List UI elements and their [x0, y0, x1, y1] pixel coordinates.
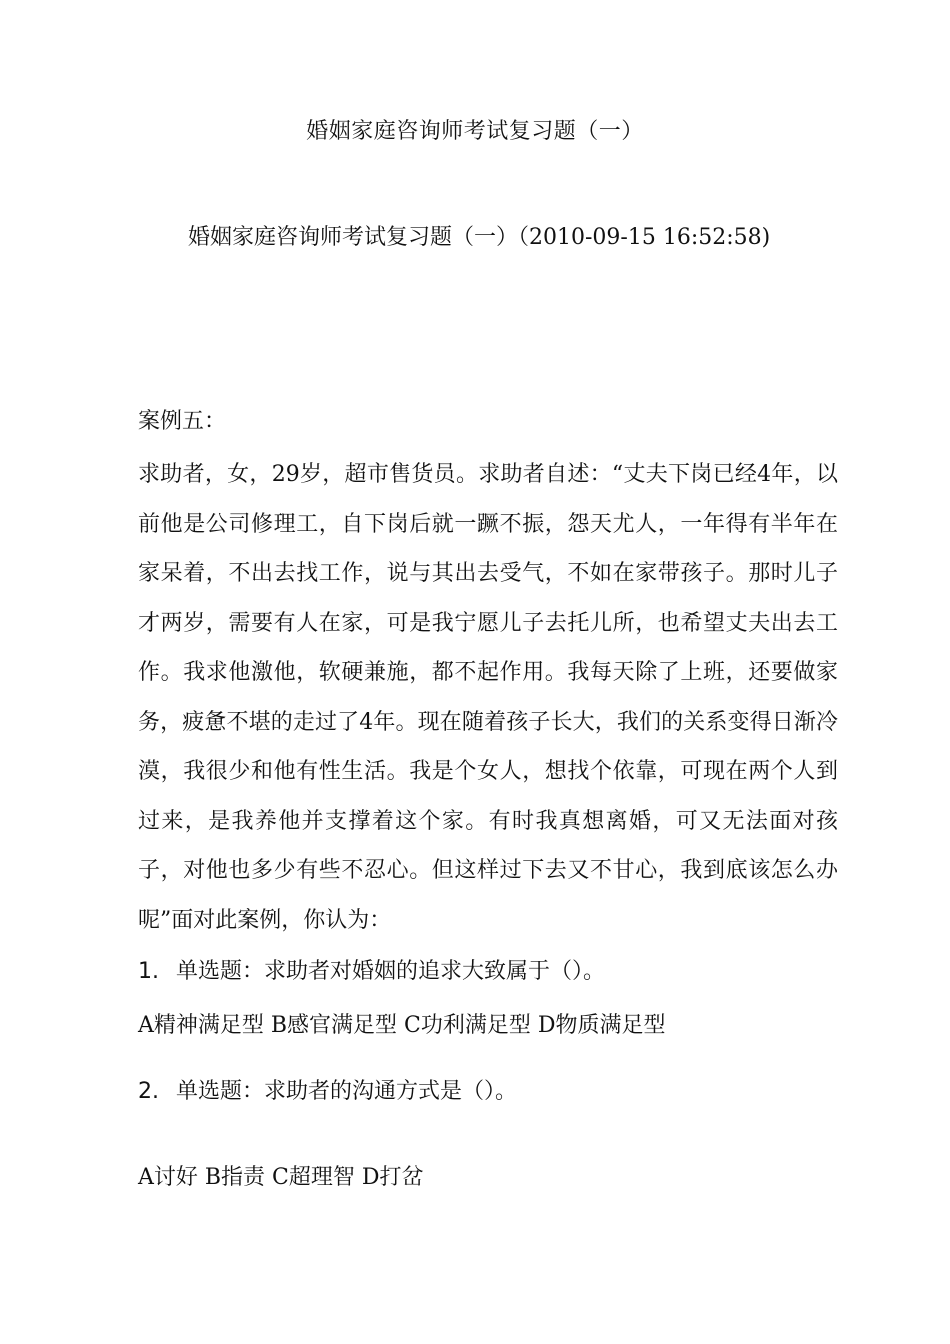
document-subtitle: 婚姻家庭咨询师考试复习题（一）（2010-09-15 16:52:58)	[188, 225, 771, 250]
case-description: 求助者，女，29岁，超市售货员。求助者自述：“丈夫下岗已经4年，以前他是公司修理工，自下岗后就一蹶不振，怨天尤人，一年得有半年在家呆着，不出去找工作，说与其出去受气，不如在家带孩子。那时儿子才两岁，需要有人在家，可是我宁愿儿子去托儿所，也希望丈夫出去工作。我求他激他，软硬兼施，都不起作用。我每天除了上班，还要做家务，疲惫不堪的走过了4年。现在随着孩子长大，我们的关系变得日渐冷漠，我很少和他有性生活。我是个女人，想找个依靠，可现在两个人到过来，是我养他并支撑着这个家。有时我真想离婚，可又无法面对孩子，对他也多少有些不忍心。但这样过下去又不甘心，我到底该怎么办呢”面对此案例，你认为：	[138, 462, 838, 933]
question-1	[138, 954, 838, 990]
question-2-number: 2.	[138, 1079, 159, 1104]
question-1-number: 1.	[138, 959, 159, 984]
case-label: 案例五：	[138, 409, 227, 434]
question-2-options: A讨好 B指责 C超理智 D打岔	[138, 1165, 424, 1190]
question-2-text: 单选题：求助者的沟通方式是（）。	[176, 1079, 518, 1104]
question-1-text: 单选题：求助者对婚姻的追求大致属于（）。	[176, 959, 606, 984]
question-2	[138, 1074, 838, 1110]
question-1-options: A精神满足型 B感官满足型 C功利满足型 D物质满足型	[138, 1013, 666, 1038]
document-title: 婚姻家庭咨询师考试复习题（一）	[306, 119, 644, 144]
